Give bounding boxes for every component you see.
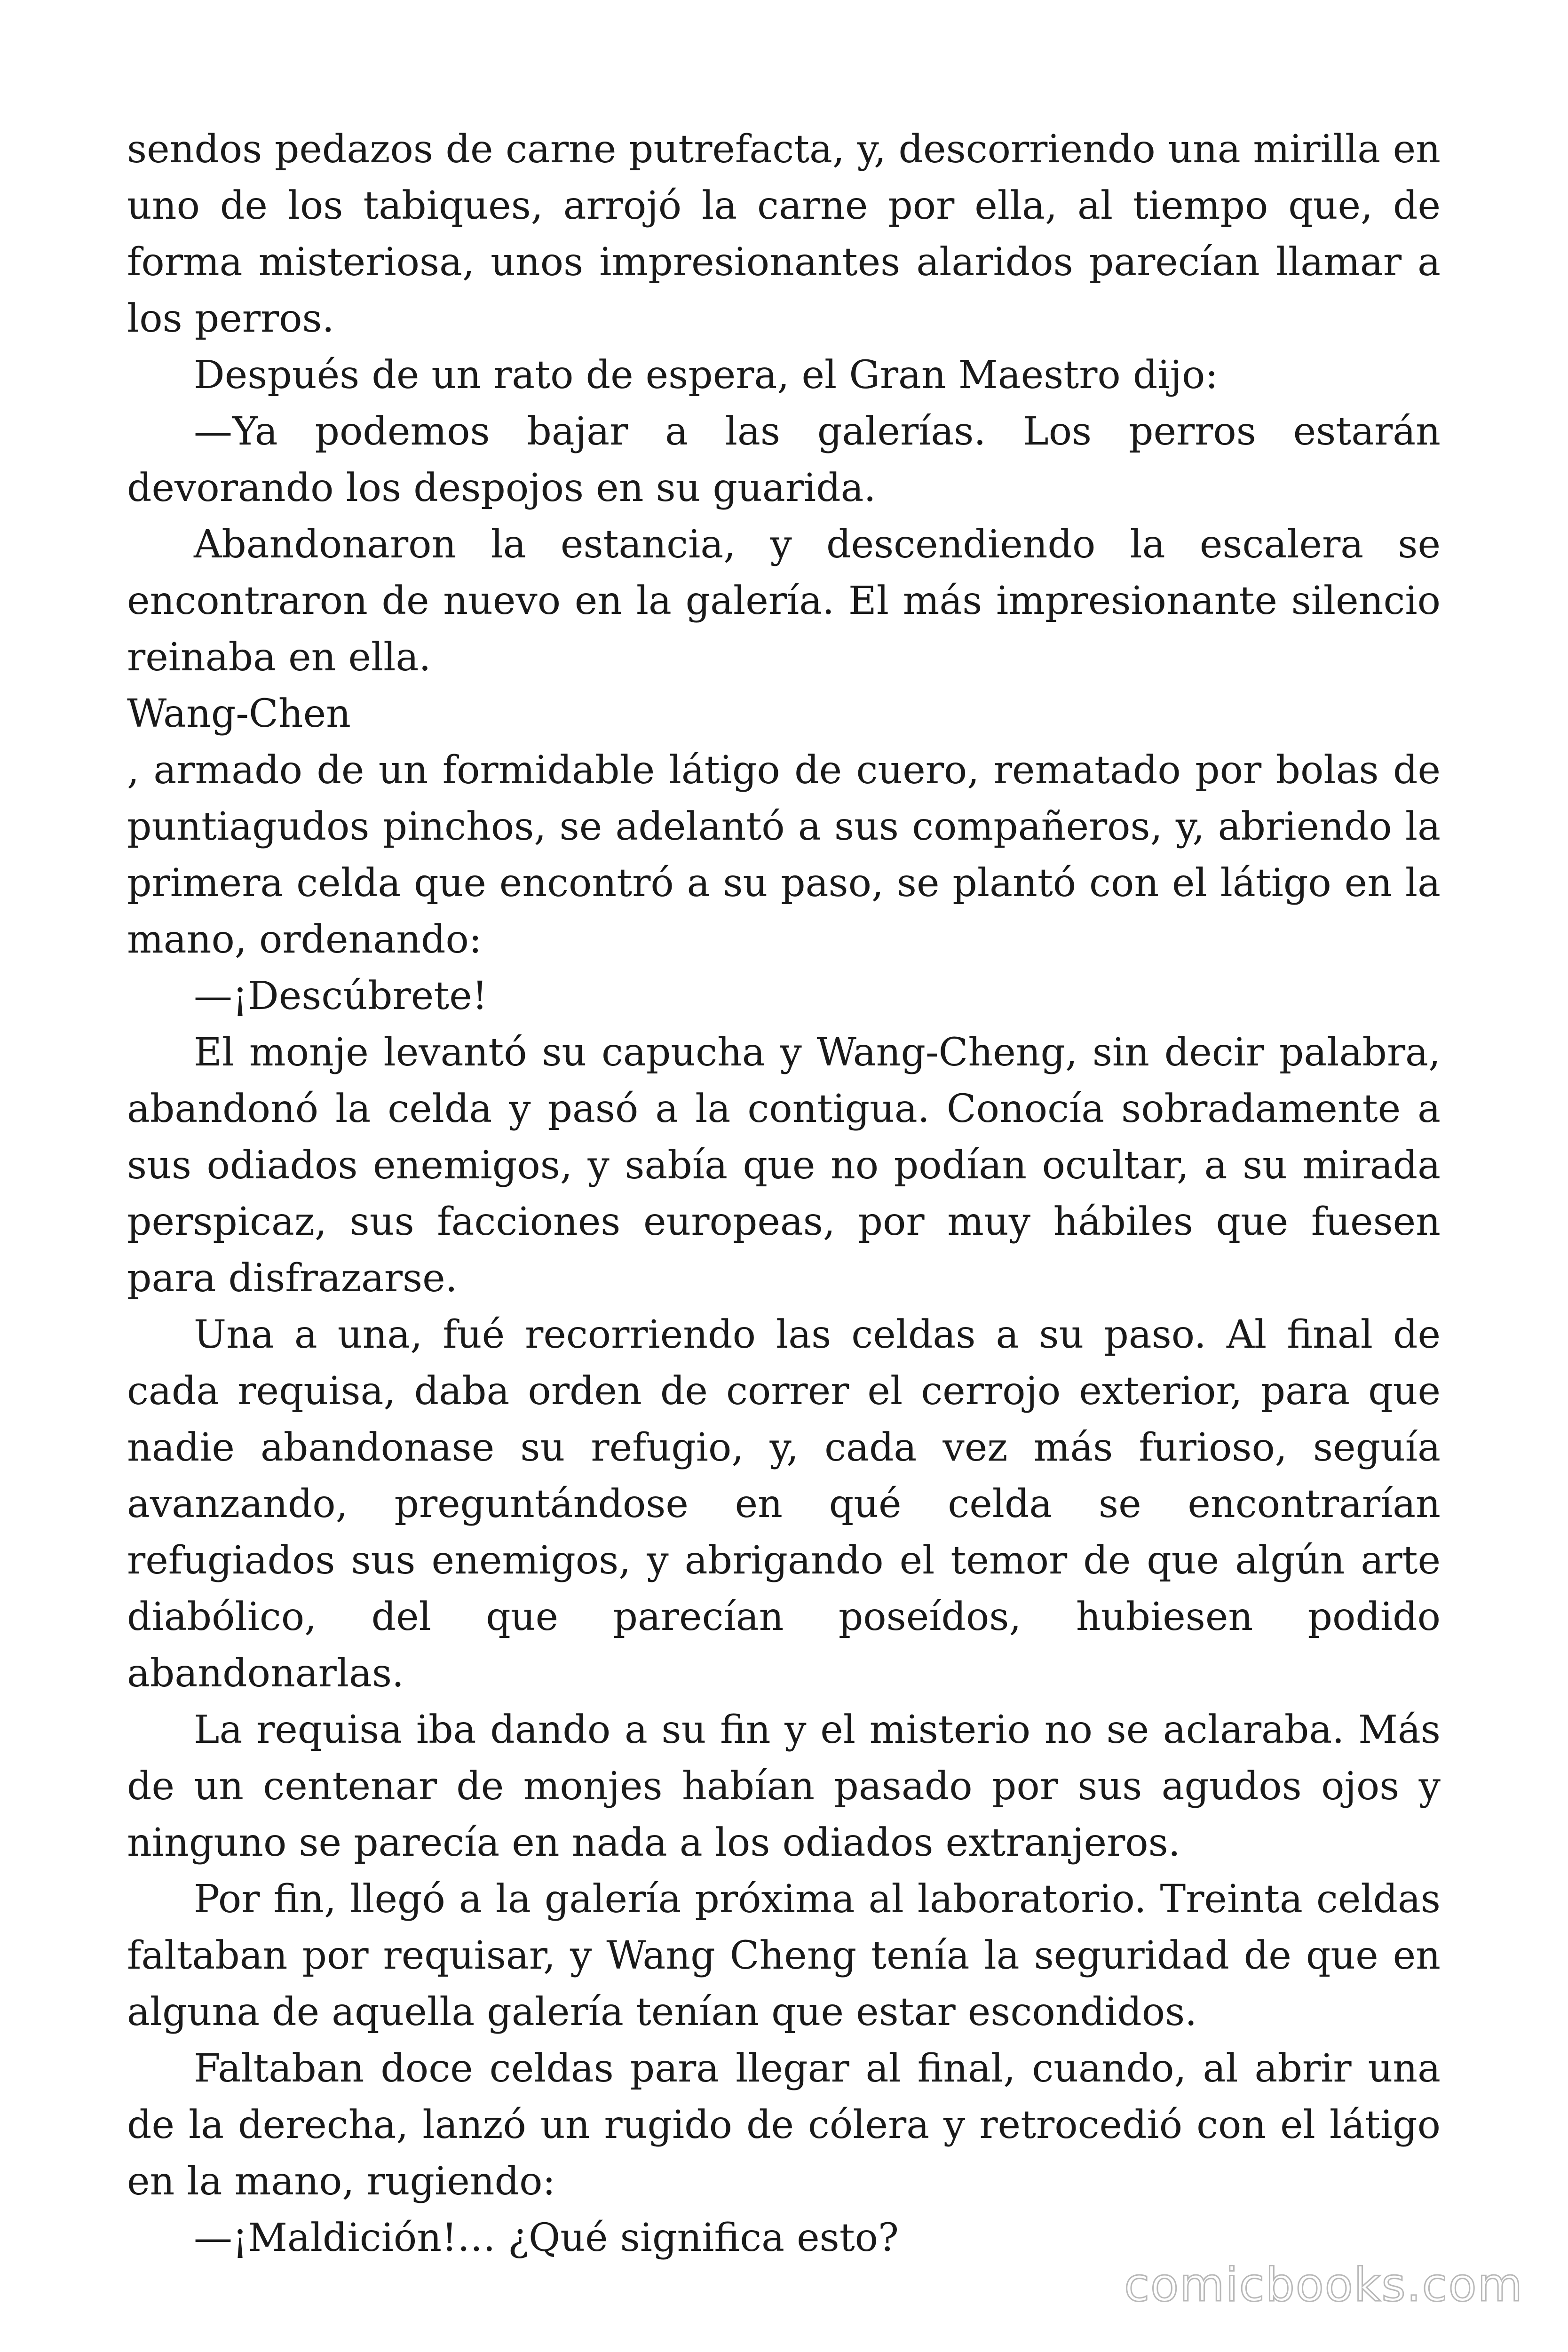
paragraph: La requisa iba dando a su fin y el misterio no se aclaraba. Más de un centenar de monjes habían pasado por sus agudos ojos y ninguno se parecía en nada a los odiados extranjeros. (127, 1708, 1441, 1865)
paragraph: —¡Maldición!… ¿Qué significa esto? (194, 2216, 899, 2260)
paragraph: —¡Descúbrete! (194, 974, 488, 1018)
paragraph: Después de un rato de espera, el Gran Maestro dijo: (194, 353, 1218, 397)
paragraph: —Ya podemos bajar a las galerías. Los perros estarán devorando los despojos en su guarida. (127, 409, 1441, 510)
paragraph: , armado de un formidable látigo de cuero, rematado por bolas de puntiagudos pinchos, se adelantó a sus compañeros, y, abriendo la primera celda que encontró a su paso, se plantó con el látigo en la mano, ordenando: (127, 748, 1441, 962)
paragraph: Faltaban doce celdas para llegar al final, cuando, al abrir una de la derecha, lanzó un rugido de cólera y retrocedió con el látigo en la mano, rugiendo: (127, 2046, 1441, 2204)
watermark: comicbooks.com (1124, 2258, 1523, 2312)
paragraph: sendos pedazos de carne putrefacta, y, descorriendo una mirilla en uno de los tabiques, arrojó la carne por ella, al tiempo que, de forma misteriosa, unos impresionantes alaridos parecían llamar a los perros. (127, 127, 1441, 341)
page-body (127, 121, 1441, 2266)
paragraph: El monje levantó su capucha y Wang-Cheng, sin decir palabra, abandonó la celda y pasó a la contigua. Conocía sobradamente a sus odiados enemigos, y sabía que no podían ocultar, a su mirada perspicaz, sus facciones europeas, por muy hábiles que fuesen para disfrazarse. (127, 1030, 1441, 1301)
paragraph: Abandonaron la estancia, y descendiendo la escalera se encontraron de nuevo en la galería. El más impresionante silencio reinaba en ella. (127, 522, 1441, 680)
paragraph: Por fin, llegó a la galería próxima al laboratorio. Treinta celdas faltaban por requisar, y Wang Cheng tenía la seguridad de que en alguna de aquella galería tenían que estar escondidos. (127, 1877, 1441, 2034)
paragraph: Una a una, fué recorriendo las celdas a su paso. Al final de cada requisa, daba orden de correr el cerrojo exterior, para que nadie abandonase su refugio, y, cada vez más furioso, seguía avanzando, preguntándose en qué celda se encontrarían refugiados sus enemigos, y abrigando el temor de que algún arte diabólico, del que parecían poseídos, hubiesen podido abandonarlas. (127, 1312, 1441, 1696)
paragraph: Wang-Chen (127, 691, 351, 736)
